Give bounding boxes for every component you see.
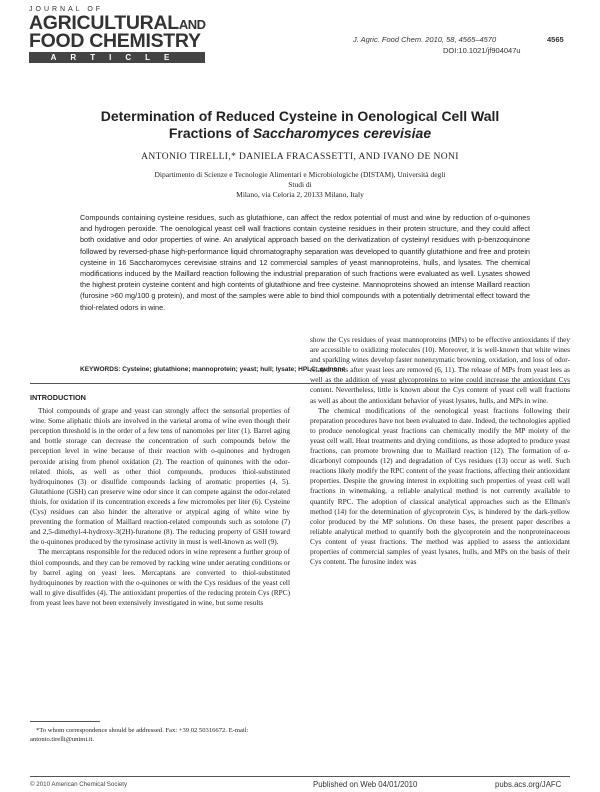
footer-divider bbox=[30, 776, 570, 777]
logo-line-food-chemistry: FOOD CHEMISTRY bbox=[29, 30, 201, 52]
logo-agricultural-text: AGRICULTURAL bbox=[29, 12, 179, 34]
logo-and-text: AND bbox=[178, 17, 206, 32]
affiliation-line-2: Milano, via Celoria 2, 20133 Milano, Italy bbox=[236, 190, 364, 199]
header-doi: DOI:10.1021/jf904047u bbox=[443, 46, 521, 55]
title-line-1: Determination of Reduced Cysteine in Oenological Cell Wall bbox=[100, 108, 500, 124]
affiliation bbox=[150, 170, 450, 200]
left-paragraph: The mercaptans responsible for the reduced odors in wine represent a further group of thiol compounds, and they can be removed by racking wine under aerating conditions or by barrel aging on yeast lees. Mercaptans are converted to thiol-substituted hydroquinones by reaction with the o-quinones or with the Cys residues of the yeast cell wall to give disulfides (4). The antioxidant properties of the reducing protein Cys (RPC) from yeast lees have not been extensively investigated in wine, but some results bbox=[30, 547, 290, 607]
logo-journal-word: JOURNAL OF bbox=[29, 6, 104, 13]
title-species: Saccharomyces cerevisiae bbox=[252, 125, 432, 141]
header-page-number: 4565 bbox=[547, 35, 564, 44]
keywords: KEYWORDS: Cysteine; glutathione; mannoprotein; yeast; hull; lysate; HPLC; quinone bbox=[80, 366, 346, 373]
footer-url[interactable]: pubs.acs.org/JAFC bbox=[495, 780, 562, 789]
footer-copyright: © 2010 American Chemical Society bbox=[30, 781, 128, 788]
article-title bbox=[60, 108, 540, 142]
abstract: Compounds containing cysteine residues, such as glutathione, can affect the redox potential of must and wine by reduction of o-quinones and hydrogen peroxide. The oenological yeast cell wall fractions contain cysteine residues in their protein structure, and they could affect both oxidative and odor properties of wine. An analytical approach based on the derivatization of cysteinyl residues with p-benzoquinone followed by reversed-phase high-performance liquid chromatography separation was developed to quantify glutathione and free and protein cysteine in 16 Saccharomyces cerevisiae strains and 12 commercial samples of yeast mannoproteins, hulls, and lysates. The chemical modifications induced by the Maillard reaction following the industrial preparation of such fractions were evaluated as well. Lysates showed the highest protein cysteine content and high contents of glutathione and free cysteine. Mannoproteins showed an intense Maillard reaction (furosine >60 mg/100 g protein), and most of the samples were able to bind thiol compounds with a potentially detrimental effect toward the thiol-related odors in wine. bbox=[80, 213, 530, 312]
left-column bbox=[30, 393, 290, 643]
right-paragraph: The chemical modifications of the oenological yeast fractions following their preparation procedures have not been evaluated to date. Indeed, the technologies applied to produce oenological yeast fractions can chemically modify the MP moiety of the yeast cell wall. Heat treatments and drying conditions, as those adopted to produce yeast fractions, can promote browning due to Maillard reaction (12). The formation of α-dicarbonyl compounds (12) and degradation of Cys residues (13) occur as well. Such reactions likely modify the RPC content of the yeast fractions, affecting their antioxidant properties. Despite the growing interest in exploiting such properties of yeast cell wall fractions in winemaking, a reliable analytical method is not currently available to quantify RPC. The adoption of classical analytical approaches such as the Ellman's method (14) for the determination of glycoprotein Cys, is hindered by the dark-yellow color produced by the MP solutions. On these bases, the present paper describes a reliable analytical method to quantify both the glycoprotein and the nonproteinaceous Cys content of yeast fractions. The method was applied to assess the antioxidant properties of commercial samples of yeast lysates, hulls, and MPs on the basis of their Cys content. The furosine index was bbox=[310, 405, 570, 567]
footer-published: Published on Web 04/01/2010 bbox=[313, 780, 418, 789]
right-column bbox=[310, 335, 570, 765]
logo-article-band: ARTICLE bbox=[29, 52, 205, 63]
right-paragraph: show the Cys residues of yeast mannoproteins (MPs) to be effective antioxidants if they are accessible to oxidizing molecules (10). Moreover, it is well-known that white wines and sparkling wines develop faster nonenzymatic browning, oxidation, and loss of odor-related thiols after yeast lees are removed (6, 11). The release of MPs from yeast lees as well as the addition of yeast glycoproteins to wine could increase the antioxidant Cys content. Nevertheless, little is known about the Cys content of yeast cell wall fractions as well as about the antioxidant behavior of yeast lysates, hulls, and MPs in wine. bbox=[310, 335, 570, 405]
introduction-heading: INTRODUCTION bbox=[30, 393, 86, 402]
correspondence-footnote: *To whom correspondence should be addressed. Fax: +39 02 50316672. E-mail: antonio.tirelli@unimi.it. bbox=[30, 727, 249, 743]
left-paragraph: Thiol compounds of grape and yeast can strongly affect the sensorial properties of wine. Some aliphatic thiols are involved in the varietal aroma of wine even though their perception threshold is in the order of a few tens of nanomoles per liter (1). Barrel aging and bottle storage can decrease the concentration of such compounds below the perception level in wine because of their reaction with o-quinones and hydrogen peroxide arising from phenol oxidation (2). The reaction of quinones with the odor-related thiols, as well as other thiol compounds, produces thiol-substituted hydroquinones (3) or disulfide compounds lacking of aromatic properties (4, 5). Glutathione (GSH) can preserve wine odor since it can compete against the odor-related thiols, for oxidation if its concentration exceeds a few micromoles per liter (6). Cysteine (Cys) residues can also hinder the alterative or atypical aging of white wine by preventing the formation of Maillard reaction-related compounds such as sotolone (7) and 2,5-dimethyl-4-hydroxy-3(2H)-furanone (8). The reducing property of GSH toward the o-quinones produced by the tyrosinase activity in must is well-known as well (9). bbox=[30, 406, 290, 547]
journal-logo bbox=[29, 6, 209, 92]
author-list: ANTONIO TIRELLI,* DANIELA FRACASSETTI, AND IVANO DE NONI bbox=[141, 152, 459, 162]
affiliation-line-1: Dipartimento di Scienze e Tecnologie Alimentari e Microbiologiche (DISTAM), Università degli Studi di bbox=[154, 170, 446, 189]
title-line-2: Fractions of Saccharomyces cerevisiae bbox=[168, 125, 432, 141]
header-citation: J. Agric. Food Chem. 2010, 58, 4565–4570 bbox=[353, 35, 497, 44]
footnote-rule bbox=[30, 721, 100, 722]
